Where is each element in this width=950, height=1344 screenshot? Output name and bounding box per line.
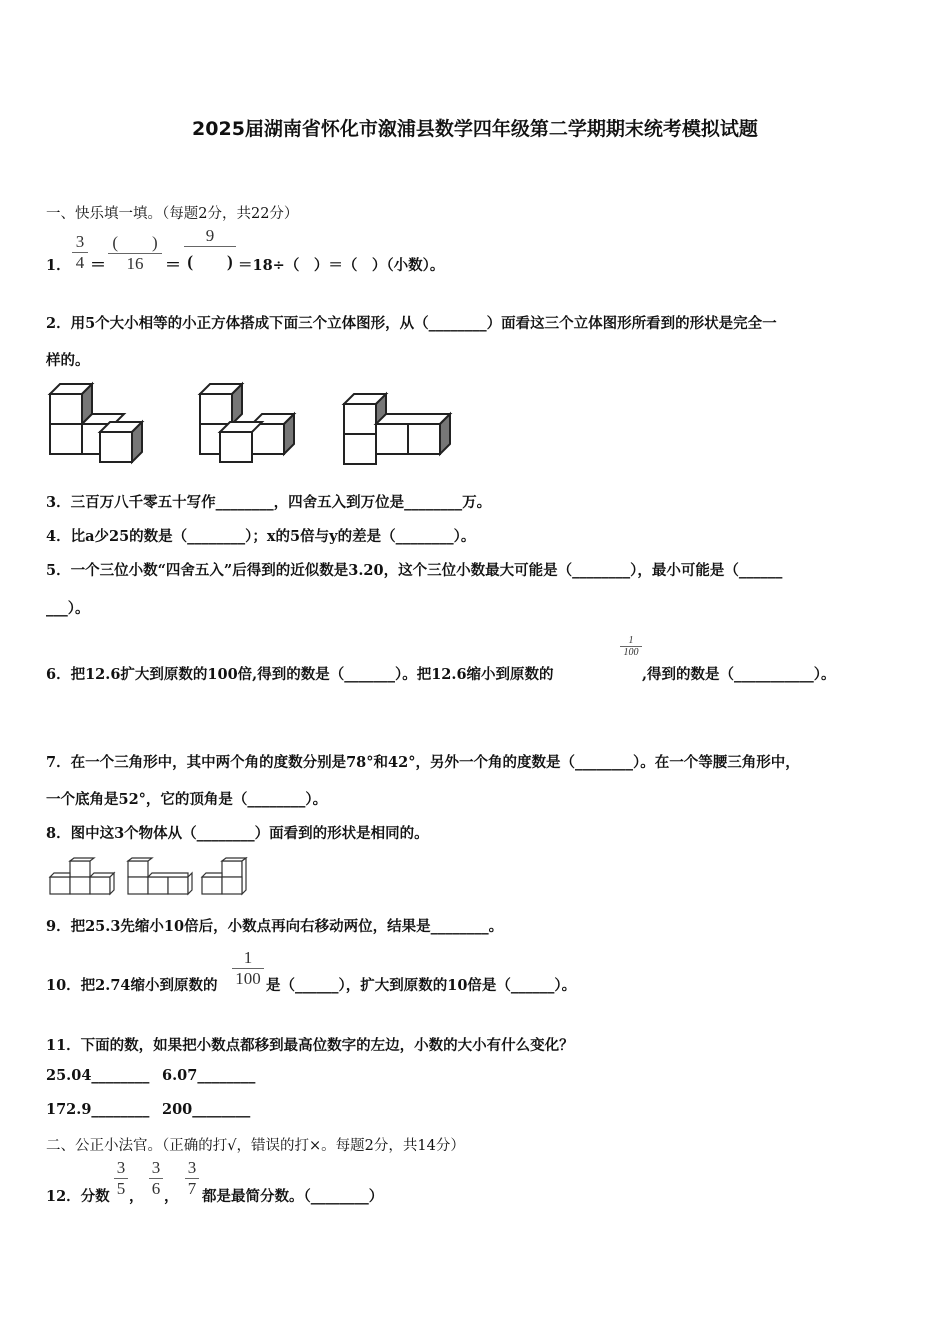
q6-fraction-denominator: 100 [623, 647, 639, 658]
q1-fraction-3 [184, 226, 236, 272]
q12-fraction-1-denominator: 5 [116, 1179, 126, 1198]
cube-figure-3 [344, 394, 450, 464]
q9: 9．把25.3先缩小10倍后，小数点再向右移动两位，结果是________。 [46, 918, 504, 935]
q1-equals-2: ＝ [165, 255, 182, 274]
q1-fraction-3-denominator: ( ) [187, 252, 233, 271]
q8-figure-1 [50, 858, 114, 894]
q1-fraction-2-numerator: ( ) [112, 233, 158, 252]
q6-part-1: 6．把12.6扩大到原数的100倍,得到的数是（_______）。把12.6缩小到原数的 [46, 666, 554, 683]
q12-fraction-2 [149, 1158, 163, 1199]
q5-line-1: 5．一个三位小数“四舍五入”后得到的近似数是3.20，这个三位小数最大可能是（________），最小可能是（______ [46, 562, 783, 579]
q2-line-2: 样的。 [46, 352, 90, 369]
section-2-heading: 二、公正小法官。（正确的打√，错误的打×。每题2分，共14分） [46, 1138, 465, 1154]
q7-line-2: 一个底角是52°，它的顶角是（________）。 [46, 791, 328, 808]
q11-item: 172.9________ [46, 1101, 150, 1118]
q12-fraction-3 [185, 1158, 199, 1199]
q7-line-1: 7．在一个三角形中，其中两个角的度数分别是78°和42°，另外一个角的度数是（________）。在一个等腰三角形中， [46, 754, 800, 771]
q12-fraction-3-denominator: 7 [187, 1179, 197, 1198]
q11-item: 25.04________ [46, 1067, 150, 1084]
q3: 3．三百万八千零五十写作________，四舍五入到万位是________万。 [46, 494, 492, 511]
q2-line-1: 2．用5个大小相等的小正方体搭成下面三个立体图形，从（________）面看这三个立体图形所看到的形状是完全一 [46, 315, 777, 332]
q12-separator: ， [129, 1188, 144, 1205]
q10-fraction-denominator: 100 [235, 969, 261, 988]
section-1-heading: 一、快乐填一填。（每题2分，共22分） [46, 206, 299, 222]
q6-part-2: ,得到的数是（___________）。 [642, 666, 836, 683]
q8-cube-figures [46, 857, 256, 899]
q1-fraction-2 [108, 228, 162, 274]
cube-figure-1 [50, 384, 142, 462]
q12-fraction-1 [114, 1158, 128, 1199]
q12-fraction-2-numerator: 3 [151, 1158, 161, 1177]
q8-figure-2 [128, 858, 192, 894]
q8: 8．图中这3个物体从（________）面看到的形状是相同的。 [46, 825, 429, 842]
q11-item: 6.07________ [162, 1067, 256, 1084]
q12-number: 12．分数 [46, 1188, 110, 1205]
q1-fraction-2-denominator: 16 [126, 254, 144, 273]
q11-item: 200________ [162, 1101, 251, 1118]
q10-fraction [232, 948, 264, 989]
q12-separator: ， [164, 1188, 179, 1205]
q1-number: 1． [46, 257, 71, 274]
q11: 11．下面的数，如果把小数点都移到最高位数字的左边，小数的大小有什么变化？ [46, 1037, 574, 1054]
q10-fraction-numerator: 1 [243, 948, 253, 967]
q6-fraction [620, 635, 642, 658]
q1-fraction-1-denominator: 4 [75, 253, 85, 272]
q12-rest: 都是最简分数。（________） [202, 1188, 384, 1205]
q12-fraction-1-numerator: 3 [116, 1158, 126, 1177]
q1-equals-1: ＝ [90, 255, 107, 274]
q1-fraction-1-numerator: 3 [75, 232, 85, 251]
cube-figure-2 [200, 384, 294, 462]
page-title: 2025届湖南省怀化市溆浦县数学四年级第二学期期末统考模拟试题 [192, 118, 758, 140]
q4: 4．比a少25的数是（________）；x的5倍与y的差是（________）。 [46, 528, 476, 545]
q1-rest: ＝18÷（ ）＝（ ）（小数）。 [238, 257, 445, 274]
q5-line-2: ___）。 [46, 600, 90, 617]
q12-fraction-3-numerator: 3 [187, 1158, 197, 1177]
q6-fraction-numerator: 1 [628, 635, 634, 646]
q10-part-2: 是（______），扩大到原数的10倍是（______）。 [266, 977, 577, 994]
q1-fraction-1 [72, 232, 88, 273]
q8-figure-3 [202, 858, 246, 894]
q2-cube-figures [46, 380, 456, 470]
q10-part-1: 10．把2.74缩小到原数的 [46, 977, 218, 994]
q1-fraction-3-numerator: 9 [205, 226, 215, 245]
q12-fraction-2-denominator: 6 [151, 1179, 161, 1198]
